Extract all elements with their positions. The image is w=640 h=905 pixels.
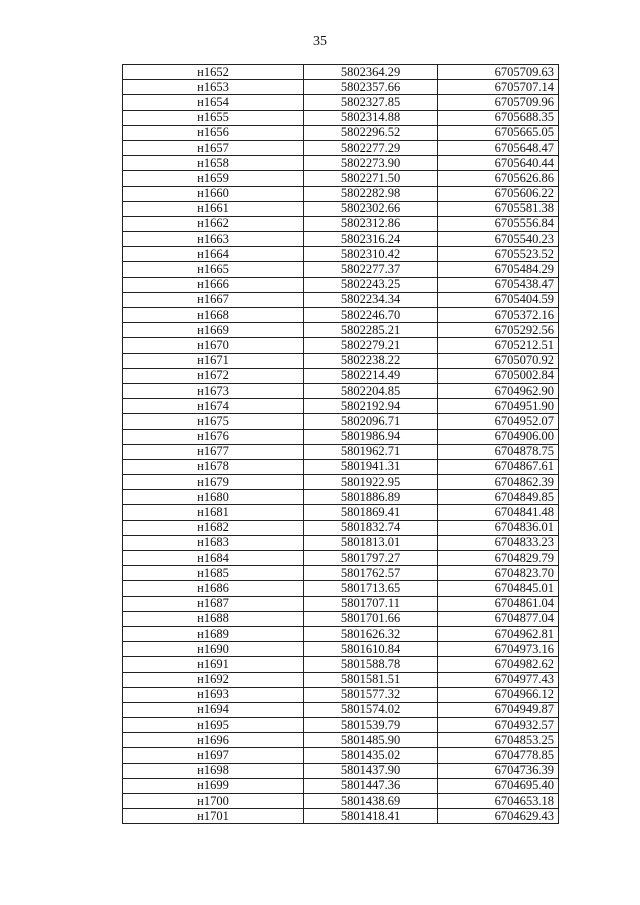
x-coordinate-cell: 5801762.57 — [304, 566, 438, 581]
table-row — [123, 95, 559, 110]
point-id-cell: н1691 — [123, 657, 304, 672]
y-coordinate-cell: 6704962.90 — [438, 383, 559, 398]
point-id-cell: н1654 — [123, 95, 304, 110]
y-coordinate-cell: 6704778.85 — [438, 748, 559, 763]
point-id-cell: н1683 — [123, 535, 304, 550]
x-coordinate-cell: 5801435.02 — [304, 748, 438, 763]
point-id-cell: н1662 — [123, 216, 304, 231]
y-coordinate-cell: 6705626.86 — [438, 171, 559, 186]
y-coordinate-cell: 6705002.84 — [438, 368, 559, 383]
table-row — [123, 125, 559, 140]
y-coordinate-cell: 6704906.00 — [438, 429, 559, 444]
y-coordinate-cell: 6705372.16 — [438, 308, 559, 323]
table-row — [123, 247, 559, 262]
point-id-cell: н1670 — [123, 338, 304, 353]
y-coordinate-cell: 6705556.84 — [438, 216, 559, 231]
y-coordinate-cell: 6704695.40 — [438, 778, 559, 793]
coordinates-table — [122, 64, 559, 824]
table-row — [123, 308, 559, 323]
table-row — [123, 778, 559, 793]
table-row — [123, 459, 559, 474]
point-id-cell: н1693 — [123, 687, 304, 702]
table-row — [123, 535, 559, 550]
y-coordinate-cell: 6705484.29 — [438, 262, 559, 277]
table-row — [123, 201, 559, 216]
table-row — [123, 414, 559, 429]
point-id-cell: н1666 — [123, 277, 304, 292]
x-coordinate-cell: 5801886.89 — [304, 490, 438, 505]
x-coordinate-cell: 5801869.41 — [304, 505, 438, 520]
x-coordinate-cell: 5802271.50 — [304, 171, 438, 186]
table-row — [123, 581, 559, 596]
table-row — [123, 429, 559, 444]
table-row — [123, 216, 559, 231]
y-coordinate-cell: 6705523.52 — [438, 247, 559, 262]
table-row — [123, 323, 559, 338]
point-id-cell: н1671 — [123, 353, 304, 368]
y-coordinate-cell: 6704736.39 — [438, 763, 559, 778]
point-id-cell: н1700 — [123, 794, 304, 809]
point-id-cell: н1684 — [123, 551, 304, 566]
x-coordinate-cell: 5801581.51 — [304, 672, 438, 687]
point-id-cell: н1664 — [123, 247, 304, 262]
y-coordinate-cell: 6704977.43 — [438, 672, 559, 687]
y-coordinate-cell: 6704973.16 — [438, 642, 559, 657]
x-coordinate-cell: 5802273.90 — [304, 156, 438, 171]
table-row — [123, 794, 559, 809]
x-coordinate-cell: 5802096.71 — [304, 414, 438, 429]
table-row — [123, 733, 559, 748]
table-row — [123, 748, 559, 763]
x-coordinate-cell: 5801962.71 — [304, 444, 438, 459]
point-id-cell: н1669 — [123, 323, 304, 338]
table-row — [123, 156, 559, 171]
point-id-cell: н1668 — [123, 308, 304, 323]
y-coordinate-cell: 6705581.38 — [438, 201, 559, 216]
table-row — [123, 383, 559, 398]
y-coordinate-cell: 6704867.61 — [438, 459, 559, 474]
point-id-cell: н1681 — [123, 505, 304, 520]
point-id-cell: н1673 — [123, 383, 304, 398]
x-coordinate-cell: 5801485.90 — [304, 733, 438, 748]
point-id-cell: н1680 — [123, 490, 304, 505]
table-row — [123, 232, 559, 247]
x-coordinate-cell: 5801713.65 — [304, 581, 438, 596]
point-id-cell: н1694 — [123, 702, 304, 717]
x-coordinate-cell: 5801588.78 — [304, 657, 438, 672]
y-coordinate-cell: 6705665.05 — [438, 125, 559, 140]
point-id-cell: н1667 — [123, 292, 304, 307]
y-coordinate-cell: 6705212.51 — [438, 338, 559, 353]
point-id-cell: н1698 — [123, 763, 304, 778]
point-id-cell: н1652 — [123, 65, 304, 80]
y-coordinate-cell: 6704949.87 — [438, 702, 559, 717]
y-coordinate-cell: 6704836.01 — [438, 520, 559, 535]
x-coordinate-cell: 5802357.66 — [304, 80, 438, 95]
x-coordinate-cell: 5802296.52 — [304, 125, 438, 140]
y-coordinate-cell: 6704853.25 — [438, 733, 559, 748]
point-id-cell: н1657 — [123, 140, 304, 155]
point-id-cell: н1699 — [123, 778, 304, 793]
table-row — [123, 687, 559, 702]
x-coordinate-cell: 5801941.31 — [304, 459, 438, 474]
table-row — [123, 338, 559, 353]
table-row — [123, 475, 559, 490]
table-row — [123, 171, 559, 186]
y-coordinate-cell: 6705292.56 — [438, 323, 559, 338]
table-row — [123, 186, 559, 201]
y-coordinate-cell: 6704966.12 — [438, 687, 559, 702]
table-row — [123, 353, 559, 368]
point-id-cell: н1697 — [123, 748, 304, 763]
y-coordinate-cell: 6705688.35 — [438, 110, 559, 125]
y-coordinate-cell: 6704833.23 — [438, 535, 559, 550]
x-coordinate-cell: 5802192.94 — [304, 399, 438, 414]
point-id-cell: н1675 — [123, 414, 304, 429]
point-id-cell: н1690 — [123, 642, 304, 657]
y-coordinate-cell: 6704982.62 — [438, 657, 559, 672]
y-coordinate-cell: 6705709.96 — [438, 95, 559, 110]
x-coordinate-cell: 5801610.84 — [304, 642, 438, 657]
x-coordinate-cell: 5801813.01 — [304, 535, 438, 550]
point-id-cell: н1688 — [123, 611, 304, 626]
table-row — [123, 140, 559, 155]
table-row — [123, 702, 559, 717]
table-row — [123, 596, 559, 611]
y-coordinate-cell: 6704841.48 — [438, 505, 559, 520]
table-row — [123, 444, 559, 459]
table-row — [123, 262, 559, 277]
point-id-cell: н1665 — [123, 262, 304, 277]
x-coordinate-cell: 5801437.90 — [304, 763, 438, 778]
x-coordinate-cell: 5801577.32 — [304, 687, 438, 702]
x-coordinate-cell: 5801832.74 — [304, 520, 438, 535]
y-coordinate-cell: 6705640.44 — [438, 156, 559, 171]
y-coordinate-cell: 6704653.18 — [438, 794, 559, 809]
point-id-cell: н1655 — [123, 110, 304, 125]
table-row — [123, 277, 559, 292]
table-row — [123, 763, 559, 778]
x-coordinate-cell: 5802314.88 — [304, 110, 438, 125]
coordinates-table-body — [123, 65, 559, 824]
point-id-cell: н1674 — [123, 399, 304, 414]
point-id-cell: н1660 — [123, 186, 304, 201]
x-coordinate-cell: 5801922.95 — [304, 475, 438, 490]
table-row — [123, 490, 559, 505]
table-row — [123, 566, 559, 581]
y-coordinate-cell: 6704862.39 — [438, 475, 559, 490]
point-id-cell: н1661 — [123, 201, 304, 216]
y-coordinate-cell: 6704952.07 — [438, 414, 559, 429]
table-row — [123, 642, 559, 657]
y-coordinate-cell: 6704629.43 — [438, 809, 559, 824]
point-id-cell: н1678 — [123, 459, 304, 474]
point-id-cell: н1687 — [123, 596, 304, 611]
point-id-cell: н1653 — [123, 80, 304, 95]
x-coordinate-cell: 5802316.24 — [304, 232, 438, 247]
point-id-cell: н1676 — [123, 429, 304, 444]
x-coordinate-cell: 5801797.27 — [304, 551, 438, 566]
point-id-cell: н1679 — [123, 475, 304, 490]
table-row — [123, 657, 559, 672]
table-row — [123, 520, 559, 535]
x-coordinate-cell: 5802364.29 — [304, 65, 438, 80]
x-coordinate-cell: 5802279.21 — [304, 338, 438, 353]
x-coordinate-cell: 5801447.36 — [304, 778, 438, 793]
point-id-cell: н1672 — [123, 368, 304, 383]
x-coordinate-cell: 5802243.25 — [304, 277, 438, 292]
x-coordinate-cell: 5801701.66 — [304, 611, 438, 626]
table-row — [123, 110, 559, 125]
x-coordinate-cell: 5802310.42 — [304, 247, 438, 262]
x-coordinate-cell: 5801707.11 — [304, 596, 438, 611]
point-id-cell: н1659 — [123, 171, 304, 186]
y-coordinate-cell: 6705070.92 — [438, 353, 559, 368]
y-coordinate-cell: 6705707.14 — [438, 80, 559, 95]
point-id-cell: н1663 — [123, 232, 304, 247]
x-coordinate-cell: 5802277.29 — [304, 140, 438, 155]
x-coordinate-cell: 5802285.21 — [304, 323, 438, 338]
table-row — [123, 809, 559, 824]
page-number: 35 — [313, 34, 327, 49]
point-id-cell: н1695 — [123, 718, 304, 733]
x-coordinate-cell: 5801986.94 — [304, 429, 438, 444]
x-coordinate-cell: 5802302.66 — [304, 201, 438, 216]
y-coordinate-cell: 6704878.75 — [438, 444, 559, 459]
x-coordinate-cell: 5802327.85 — [304, 95, 438, 110]
y-coordinate-cell: 6705648.47 — [438, 140, 559, 155]
point-id-cell: н1686 — [123, 581, 304, 596]
table-row — [123, 505, 559, 520]
y-coordinate-cell: 6704823.70 — [438, 566, 559, 581]
y-coordinate-cell: 6704877.04 — [438, 611, 559, 626]
table-row — [123, 368, 559, 383]
x-coordinate-cell: 5802282.98 — [304, 186, 438, 201]
x-coordinate-cell: 5801438.69 — [304, 794, 438, 809]
table-row — [123, 80, 559, 95]
point-id-cell: н1656 — [123, 125, 304, 140]
y-coordinate-cell: 6704845.01 — [438, 581, 559, 596]
table-row — [123, 292, 559, 307]
point-id-cell: н1677 — [123, 444, 304, 459]
y-coordinate-cell: 6704951.90 — [438, 399, 559, 414]
x-coordinate-cell: 5802214.49 — [304, 368, 438, 383]
x-coordinate-cell: 5801418.41 — [304, 809, 438, 824]
point-id-cell: н1689 — [123, 626, 304, 641]
x-coordinate-cell: 5802234.34 — [304, 292, 438, 307]
table-row — [123, 626, 559, 641]
y-coordinate-cell: 6704861.04 — [438, 596, 559, 611]
point-id-cell: н1682 — [123, 520, 304, 535]
x-coordinate-cell: 5802277.37 — [304, 262, 438, 277]
point-id-cell: н1701 — [123, 809, 304, 824]
y-coordinate-cell: 6705540.23 — [438, 232, 559, 247]
point-id-cell: н1658 — [123, 156, 304, 171]
x-coordinate-cell: 5801539.79 — [304, 718, 438, 733]
y-coordinate-cell: 6705404.59 — [438, 292, 559, 307]
x-coordinate-cell: 5801574.02 — [304, 702, 438, 717]
y-coordinate-cell: 6704962.81 — [438, 626, 559, 641]
y-coordinate-cell: 6704849.85 — [438, 490, 559, 505]
y-coordinate-cell: 6705438.47 — [438, 277, 559, 292]
y-coordinate-cell: 6705709.63 — [438, 65, 559, 80]
x-coordinate-cell: 5802204.85 — [304, 383, 438, 398]
x-coordinate-cell: 5802312.86 — [304, 216, 438, 231]
y-coordinate-cell: 6704829.79 — [438, 551, 559, 566]
table-row — [123, 399, 559, 414]
x-coordinate-cell: 5802238.22 — [304, 353, 438, 368]
table-row — [123, 65, 559, 80]
x-coordinate-cell: 5801626.32 — [304, 626, 438, 641]
x-coordinate-cell: 5802246.70 — [304, 308, 438, 323]
table-row — [123, 551, 559, 566]
y-coordinate-cell: 6704932.57 — [438, 718, 559, 733]
table-row — [123, 672, 559, 687]
y-coordinate-cell: 6705606.22 — [438, 186, 559, 201]
table-row — [123, 611, 559, 626]
point-id-cell: н1692 — [123, 672, 304, 687]
table-row — [123, 718, 559, 733]
point-id-cell: н1696 — [123, 733, 304, 748]
point-id-cell: н1685 — [123, 566, 304, 581]
